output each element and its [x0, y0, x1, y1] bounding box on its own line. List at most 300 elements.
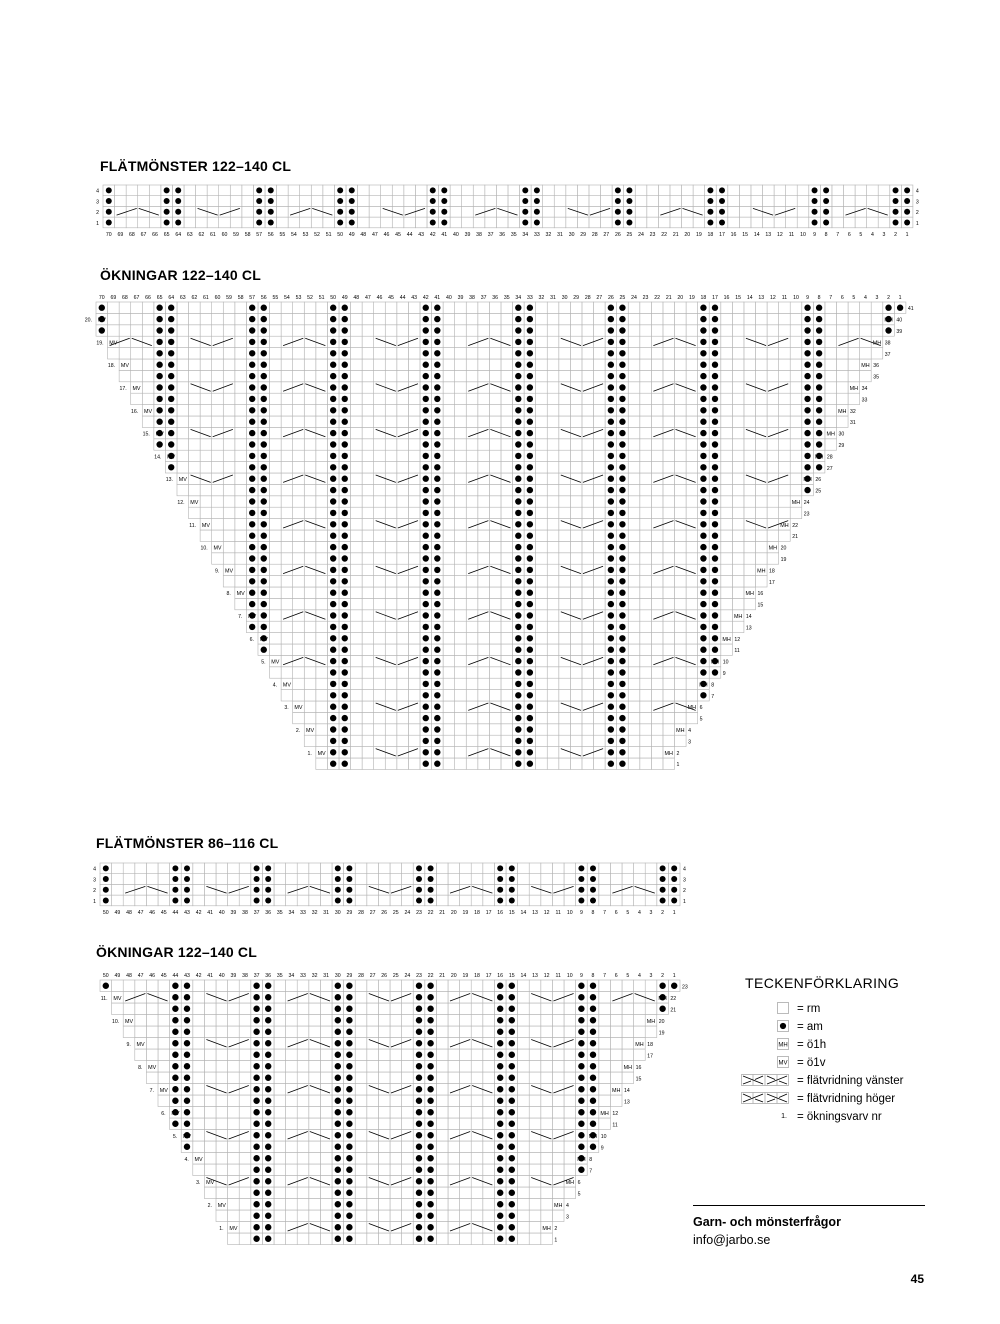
column-number: 60: [221, 231, 228, 238]
stitch-cell: [309, 1061, 321, 1073]
column-number: 43: [184, 973, 190, 979]
column-number: 44: [172, 973, 179, 979]
column-number: 42: [195, 973, 202, 979]
stitch-cell: [228, 992, 240, 1004]
purl-dot: [427, 1144, 433, 1150]
column-number: 26: [607, 295, 614, 301]
legend-row-cable-right: [745, 1091, 965, 1109]
purl-dot: [103, 983, 109, 989]
purl-dot: [265, 1236, 271, 1242]
column-number: 33: [533, 231, 540, 238]
mh-marker: MH: [565, 1179, 574, 1186]
purl-dot: [253, 1052, 259, 1058]
row-number-right: 2: [683, 888, 686, 895]
stitch-cell: [228, 1210, 240, 1222]
column-number: 8: [817, 295, 821, 301]
purl-dot: [427, 1224, 433, 1230]
stitch-cell: [367, 1038, 379, 1050]
purl-dot: [265, 1006, 271, 1012]
chart-row: [170, 1107, 611, 1119]
stitch-cell: [274, 1038, 286, 1050]
stitch-cell: [355, 1176, 367, 1188]
stitch-cell: [286, 1130, 298, 1142]
mh-marker: MH: [826, 431, 835, 438]
stitch-cell: [599, 980, 611, 992]
mh-marker: MH: [780, 522, 789, 529]
stitch-cell: [239, 1130, 251, 1142]
stitch-cell: [309, 1107, 321, 1119]
column-number: 37: [253, 973, 260, 979]
stitch-cell: [529, 1072, 541, 1084]
column-number: 51: [325, 231, 332, 238]
purl-dot: [253, 1155, 259, 1161]
stitch-cell: [634, 1015, 646, 1027]
stitch-cell: [216, 1095, 228, 1107]
stitch-cell: [193, 1095, 205, 1107]
stitch-cell: [610, 1072, 622, 1084]
purl-dot: [590, 1052, 596, 1058]
chart-row: [216, 1210, 564, 1222]
column-number: 64: [168, 295, 175, 301]
stitch-cell: [564, 1130, 576, 1142]
stitch-cell: [541, 1038, 553, 1050]
column-number: 11: [788, 231, 795, 238]
stitch-cell: [239, 1233, 251, 1245]
purl-dot: [346, 1201, 352, 1207]
purl-dot: [172, 1040, 178, 1046]
purl-dot: [335, 1029, 341, 1035]
stitch-cell: [460, 1210, 472, 1222]
stitch-cell: [320, 1222, 332, 1234]
stitch-cell: [599, 992, 611, 1004]
stitch-cell: [483, 1210, 495, 1222]
increase-row-label: 9.: [126, 1041, 131, 1048]
purl-dot: [578, 1017, 584, 1023]
row-number-right: 3: [915, 199, 919, 206]
column-number: 19: [688, 295, 695, 301]
stitch-cell: [146, 1072, 158, 1084]
column-number: 9: [806, 295, 810, 301]
chart-title-3: FLÄTMÖNSTER 86–116 CL: [96, 835, 279, 851]
contact-block: [693, 1205, 925, 1247]
stitch-cell: [599, 1095, 611, 1107]
stitch-cell: [448, 1199, 460, 1211]
column-number: 12: [769, 295, 776, 301]
column-number: 66: [145, 295, 151, 301]
stitch-cell: [552, 1176, 564, 1188]
column-number: 5: [626, 973, 630, 979]
mv-marker: MV: [136, 1041, 145, 1048]
stitch-cell: [634, 980, 646, 992]
stitch-cell: [529, 1130, 541, 1142]
stitch-cell: [541, 1072, 553, 1084]
purl-dot: [335, 1236, 341, 1242]
purl-dot: [346, 1075, 352, 1081]
stitch-cell: [309, 1176, 321, 1188]
stitch-cell: [529, 1015, 541, 1027]
stitch-cell: [448, 1153, 460, 1165]
stitch-cell: [529, 1222, 541, 1234]
stitch-cell: [297, 1118, 309, 1130]
purl-dot: [253, 1098, 259, 1104]
column-number: 61: [203, 295, 209, 301]
stitch-cell: [448, 1072, 460, 1084]
column-number: 6: [614, 973, 618, 979]
column-number: 34: [515, 295, 522, 301]
mv-marker: MV: [124, 1018, 134, 1025]
column-number: 42: [422, 295, 429, 301]
increase-row-label: 20.: [84, 317, 92, 324]
stitch-cell: [216, 992, 228, 1004]
column-number: 33: [300, 973, 306, 979]
column-number: 4: [637, 973, 641, 979]
purl-dot: [253, 1213, 259, 1219]
column-number: 29: [346, 973, 353, 979]
column-number: 33: [526, 295, 533, 301]
chart-row: [123, 1026, 657, 1038]
purl-dot: [509, 1213, 515, 1219]
stitch-cell: [460, 1072, 472, 1084]
stitch-cell: [297, 1130, 309, 1142]
stitch-cell: [552, 1153, 564, 1165]
mh-marker: MH: [542, 1225, 551, 1232]
stitch-cell: [436, 1130, 448, 1142]
stitch-cell: [390, 1107, 402, 1119]
row-number: 18: [769, 568, 775, 575]
stitch-cell: [320, 1015, 332, 1027]
stitch-cell: [286, 1003, 298, 1015]
purl-dot: [427, 1006, 433, 1012]
stitch-cell: [204, 1015, 216, 1027]
column-number: 45: [388, 295, 394, 301]
column-number: 3: [875, 295, 879, 301]
stitch-cell: [216, 1118, 228, 1130]
stitch-cell: [286, 1038, 298, 1050]
stitch-cell: [518, 1107, 530, 1119]
row-number: 19: [780, 557, 787, 564]
mh-marker: MH: [884, 317, 893, 324]
row-number-left: 1: [93, 898, 96, 905]
stitch-cell: [355, 1187, 367, 1199]
column-number: 29: [346, 909, 353, 916]
purl-dot: [335, 1109, 341, 1115]
purl-dot: [335, 1006, 341, 1012]
column-number: 69: [117, 231, 124, 238]
stitch-cell: [610, 1026, 622, 1038]
stitch-cell: [552, 1038, 564, 1050]
increase-row-label: 3.: [284, 705, 289, 712]
column-number: 20: [684, 231, 691, 238]
stitch-cell: [471, 1038, 483, 1050]
purl-dot: [590, 1121, 596, 1127]
stitch-cell: [239, 1164, 251, 1176]
purl-dot: [184, 1040, 190, 1046]
stitch-cell: [158, 1015, 170, 1027]
purl-dot: [265, 1052, 271, 1058]
mv-marker: MV: [217, 1202, 226, 1209]
purl-dot: [265, 1063, 271, 1069]
stitch-cell: [320, 1130, 332, 1142]
column-number: 5: [852, 295, 856, 301]
chart-row: [193, 1153, 587, 1165]
stitch-cell: [448, 992, 460, 1004]
row-number: 5: [699, 716, 703, 723]
mh-marker: MH: [768, 545, 778, 552]
stitch-cell: [564, 1107, 576, 1119]
chart-row: [135, 1049, 645, 1061]
purl-dot: [416, 1224, 422, 1230]
purl-dot: [509, 1017, 515, 1023]
row-number: 20: [658, 1018, 665, 1025]
purl-dot: [265, 1098, 271, 1104]
purl-dot: [265, 1029, 271, 1035]
stitch-cell: [483, 1118, 495, 1130]
column-number: 39: [464, 231, 471, 238]
purl-dot: [416, 1109, 422, 1115]
stitch-cell: [541, 1233, 553, 1245]
row-number: 17: [647, 1053, 653, 1060]
row-number: 22: [670, 995, 677, 1002]
stitch-cell: [355, 1199, 367, 1211]
stitch-cell: [448, 1118, 460, 1130]
column-number: 2: [661, 973, 665, 979]
purl-dot: [253, 1109, 259, 1115]
stitch-cell: [378, 980, 390, 992]
mh-cell-icon: [777, 1038, 789, 1050]
row-number-right: 1: [915, 220, 919, 227]
column-number: 43: [411, 295, 418, 301]
stitch-cell: [286, 1187, 298, 1199]
stitch-cell: [204, 1038, 216, 1050]
increase-row-label: 7.: [238, 614, 243, 621]
stitch-cell: [460, 980, 472, 992]
purl-dot: [265, 1190, 271, 1196]
stitch-cell: [564, 1026, 576, 1038]
column-number: 31: [550, 295, 556, 301]
stitch-cell: [460, 1222, 472, 1234]
stitch-cell: [518, 1038, 530, 1050]
row-number: 21: [792, 534, 798, 541]
stitch-cell: [471, 1095, 483, 1107]
stitch-cell: [286, 1141, 298, 1153]
purl-dot: [497, 1086, 503, 1092]
mv-marker: MV: [259, 636, 268, 643]
row-number: 10: [600, 1133, 607, 1140]
stitch-cell: [552, 1084, 564, 1096]
column-number: 47: [365, 295, 371, 301]
stitch-cell: [460, 1153, 472, 1165]
stitch-cell: [239, 1153, 251, 1165]
chart-title-2: ÖKNINGAR 122–140 CL: [100, 267, 261, 283]
stitch-cell: [483, 1164, 495, 1176]
mv-marker: MV: [248, 614, 257, 621]
stitch-cell: [367, 1084, 379, 1096]
row-number: 17: [769, 579, 775, 586]
stitch-cell: [448, 1038, 460, 1050]
column-number: 56: [267, 231, 274, 238]
stitch-cell: [622, 1049, 634, 1061]
purl-dot: [497, 1132, 503, 1138]
stitch-cell: [471, 1026, 483, 1038]
stitch-cell: [274, 1233, 286, 1245]
stitch-cell: [297, 1153, 309, 1165]
purl-dot: [172, 1029, 178, 1035]
column-number: 39: [230, 973, 237, 979]
purl-dot: [172, 1121, 178, 1127]
column-number: 13: [532, 973, 538, 979]
purl-dot: [346, 1155, 352, 1161]
stitch-cell: [274, 1222, 286, 1234]
column-number: 24: [631, 295, 637, 301]
purl-dot: [335, 1132, 341, 1138]
stitch-cell: [436, 1141, 448, 1153]
mv-marker: MV: [206, 1179, 215, 1186]
stitch-cell: [402, 1199, 414, 1211]
stitch-cell: [402, 992, 414, 1004]
row-number: 8: [711, 682, 715, 689]
purl-dot: [253, 1006, 259, 1012]
purl-dot: [509, 1144, 515, 1150]
stitch-cell: [355, 1233, 367, 1245]
column-number: 21: [672, 231, 679, 238]
stitch-cell: [204, 1187, 216, 1199]
stitch-cell: [286, 1222, 298, 1234]
chart-row: [135, 1038, 645, 1050]
column-number: 13: [765, 231, 772, 238]
stitch-cell: [564, 1061, 576, 1073]
row-number: 33: [861, 397, 868, 404]
mv-marker: MV: [155, 431, 164, 438]
column-number: 32: [311, 973, 318, 979]
stitch-cell: [471, 1084, 483, 1096]
row-number: 7: [711, 693, 715, 700]
stitch-cell: [309, 992, 321, 1004]
legend-row-increase-row: [745, 1109, 965, 1127]
purl-dot: [346, 1063, 352, 1069]
column-number: 36: [499, 231, 506, 238]
purl-dot: [590, 1040, 596, 1046]
mh-marker: MH: [676, 728, 685, 735]
stitch-cell: [436, 1061, 448, 1073]
column-number: 39: [457, 295, 464, 301]
purl-dot: [184, 983, 190, 989]
row-number: 20: [780, 545, 787, 552]
stitch-cell: [297, 1049, 309, 1061]
column-number: 18: [707, 231, 714, 238]
stitch-cell: [355, 1072, 367, 1084]
stitch-cell: [448, 1222, 460, 1234]
stitch-cell: [390, 1210, 402, 1222]
stitch-cell: [564, 980, 576, 992]
stitch-cell: [367, 1141, 379, 1153]
legend-label: = ökningsvarv nr: [797, 1111, 882, 1123]
column-number: 7: [829, 295, 833, 301]
stitch-cell: [274, 1164, 286, 1176]
purl-dot: [265, 1213, 271, 1219]
purl-dot: [509, 1190, 515, 1196]
stitch-cell: [378, 1118, 390, 1130]
column-number: 36: [265, 973, 272, 979]
column-number: 3: [649, 909, 653, 916]
column-number: 70: [98, 295, 105, 301]
stitch-cell: [309, 1003, 321, 1015]
stitch-cell: [146, 1003, 158, 1015]
purl-dot: [578, 1167, 584, 1173]
stitch-cell: [518, 1084, 530, 1096]
stitch-cell: [552, 1141, 564, 1153]
chart-row: [123, 1015, 657, 1027]
stitch-cell: [158, 1003, 170, 1015]
stitch-cell: [599, 1072, 611, 1084]
stitch-cell: [541, 980, 553, 992]
column-number: 1: [672, 973, 676, 979]
stitch-cell: [228, 1176, 240, 1188]
stitch-cell: [471, 1049, 483, 1061]
stitch-cell: [634, 1003, 646, 1015]
stitch-cell: [483, 1199, 495, 1211]
column-number: 12: [543, 973, 550, 979]
stitch-cell: [390, 1130, 402, 1142]
stitch-cell: [274, 1153, 286, 1165]
stitch-cell: [471, 1130, 483, 1142]
stitch-cell: [529, 1038, 541, 1050]
purl-dot: [346, 1109, 352, 1115]
purl-dot: [416, 1201, 422, 1207]
stitch-cell: [286, 1199, 298, 1211]
column-number: 10: [566, 973, 573, 979]
increase-row-label: 6.: [249, 636, 254, 643]
stitch-cell: [518, 1061, 530, 1073]
stitch-cell: [436, 1095, 448, 1107]
row-number-left: 4: [93, 866, 96, 873]
purl-dot: [172, 1075, 178, 1081]
column-number: 64: [175, 231, 182, 238]
stitch-cell: [541, 1084, 553, 1096]
increase-row-label: 16.: [131, 408, 139, 415]
column-number: 24: [404, 909, 411, 916]
stitch-cell: [448, 1003, 460, 1015]
row-number: 1: [554, 1237, 558, 1244]
column-number: 65: [163, 231, 170, 238]
column-number: 66: [152, 231, 158, 238]
stitch-cell: [460, 1003, 472, 1015]
stitch-cell: [599, 1026, 611, 1038]
row-number: 41: [907, 306, 914, 313]
purl-dot: [265, 994, 271, 1000]
stitch-cell: [216, 1015, 228, 1027]
purl-dot: [427, 1086, 433, 1092]
stitch-cell: [402, 1015, 414, 1027]
stitch-cell: [529, 1153, 541, 1165]
mv-marker: MV: [201, 522, 210, 529]
mv-marker: MV: [317, 750, 326, 757]
stitch-cell: [518, 1141, 530, 1153]
stitch-cell: [436, 992, 448, 1004]
dot-cell-icon: [777, 1020, 789, 1032]
column-number: 61: [210, 231, 216, 238]
purl-dot: [497, 1201, 503, 1207]
stitch-cell: [355, 1141, 367, 1153]
purl-dot: [497, 1144, 503, 1150]
purl-dot: [346, 1040, 352, 1046]
purl-dot: [346, 1224, 352, 1230]
purl-dot: [590, 1086, 596, 1092]
column-number: 50: [330, 295, 337, 301]
stitch-cell: [204, 1084, 216, 1096]
purl-dot: [427, 1075, 433, 1081]
stitch-cell: [320, 1095, 332, 1107]
stitch-cell: [599, 1038, 611, 1050]
